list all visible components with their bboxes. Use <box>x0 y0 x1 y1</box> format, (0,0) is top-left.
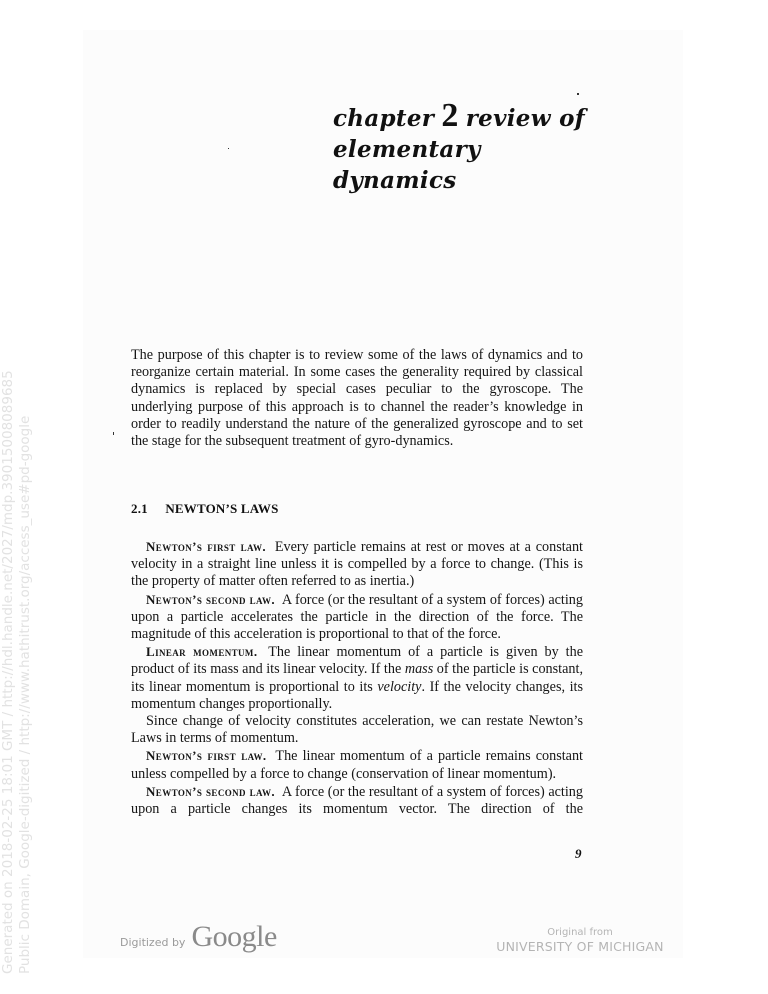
section-title: NEWTON’S LAWS <box>165 501 279 516</box>
paragraph-text: The linear momentum of a particle remains constant unless compelled by a force to change (conservation of linear momentum). <box>131 748 583 782</box>
chapter-number: 2 <box>441 97 459 134</box>
digitized-by-label: Digitized by <box>120 936 186 949</box>
chapter-label: chapter <box>333 105 435 132</box>
paragraph-lead: Newton’s second law. <box>146 591 276 607</box>
intro-text: The purpose of this chapter is to review some of the laws of dynamics and to reorganize certain material. In some cases the generality required by classical dynamics is replaced by special cases peculiar to the gyroscope. The underlying purpose of this approach is to channel the reader’s knowledge in order to readily understand the nature of the generalized gyroscope and to set the stage for the subsequent treatment of gyro-dynamics. <box>131 347 583 450</box>
paragraph-text: The linear momentum of a particle is given by the product of its mass and its linear velocity. If the <box>131 644 583 678</box>
original-from <box>480 927 680 955</box>
section-heading <box>131 501 279 517</box>
chapter-title-line2: elementary dynamics <box>333 136 481 194</box>
paragraph-first-law-momentum <box>131 747 583 782</box>
paragraph-text: . If the velocity changes, its momentum changes proportionally. <box>131 678 583 712</box>
laws-body <box>131 538 583 818</box>
paragraph-first-law <box>131 538 583 591</box>
scan-speck <box>577 93 579 95</box>
page-number: 9 <box>575 846 582 861</box>
watermark-line2: Public Domain, Google-digitized / http://www.hathitrust.org/access_use#pd-google <box>17 415 33 974</box>
emphasis-velocity: velocity <box>377 678 422 695</box>
paragraph-lead: Newton’s second law. <box>146 783 276 799</box>
intro-paragraph <box>131 347 583 450</box>
paragraph-restate <box>131 713 583 747</box>
google-logo: Google <box>191 920 277 953</box>
paragraph-lead: Newton’s first law. <box>146 748 267 764</box>
institution-name: UNIVERSITY OF MICHIGAN <box>496 939 664 954</box>
section-number: 2.1 <box>131 501 148 516</box>
paragraph-text: Since change of velocity constitutes acceleration, we can restate Newton’s Laws in terms of momentum. <box>131 713 583 747</box>
paragraph-lead: Linear momentum. <box>146 644 258 660</box>
paragraph-text: Every particle remains at rest or moves at a constant velocity in a straight line unless it is compelled by a force to change. (This is the property of matter often referred to as inertia.) <box>131 539 583 590</box>
chapter-title <box>333 97 593 196</box>
digitized-by-google <box>120 920 277 954</box>
hathitrust-watermark <box>0 370 34 994</box>
paragraph-text: A force (or the resultant of a system of forces) acting upon a particle changes its momentum vector. The direction of the <box>131 783 583 818</box>
emphasis-mass: mass <box>404 661 434 678</box>
scan-speck <box>113 432 114 435</box>
paragraph-second-law <box>131 591 583 644</box>
paragraph-lead: Newton’s first law. <box>146 539 266 554</box>
scan-speck <box>228 148 229 149</box>
paragraph-second-law-momentum <box>131 783 583 818</box>
original-from-label: Original from <box>547 927 613 938</box>
paragraph-text: A force (or the resultant of a system of forces) acting upon a particle accelerates the particle in the direction of the force. The magnitude of this acceleration is proportional to that of the force. <box>131 591 583 643</box>
paragraph-text: of the particle is constant, its linear momentum is proportional to its <box>131 661 583 695</box>
paragraph-linear-momentum <box>131 643 583 713</box>
chapter-title-line1: review of <box>465 105 585 132</box>
watermark-line1: Generated on 2018-02-25 18:01 GMT / http://hdl.handle.net/2027/mdp.39015008089685 <box>0 370 16 974</box>
